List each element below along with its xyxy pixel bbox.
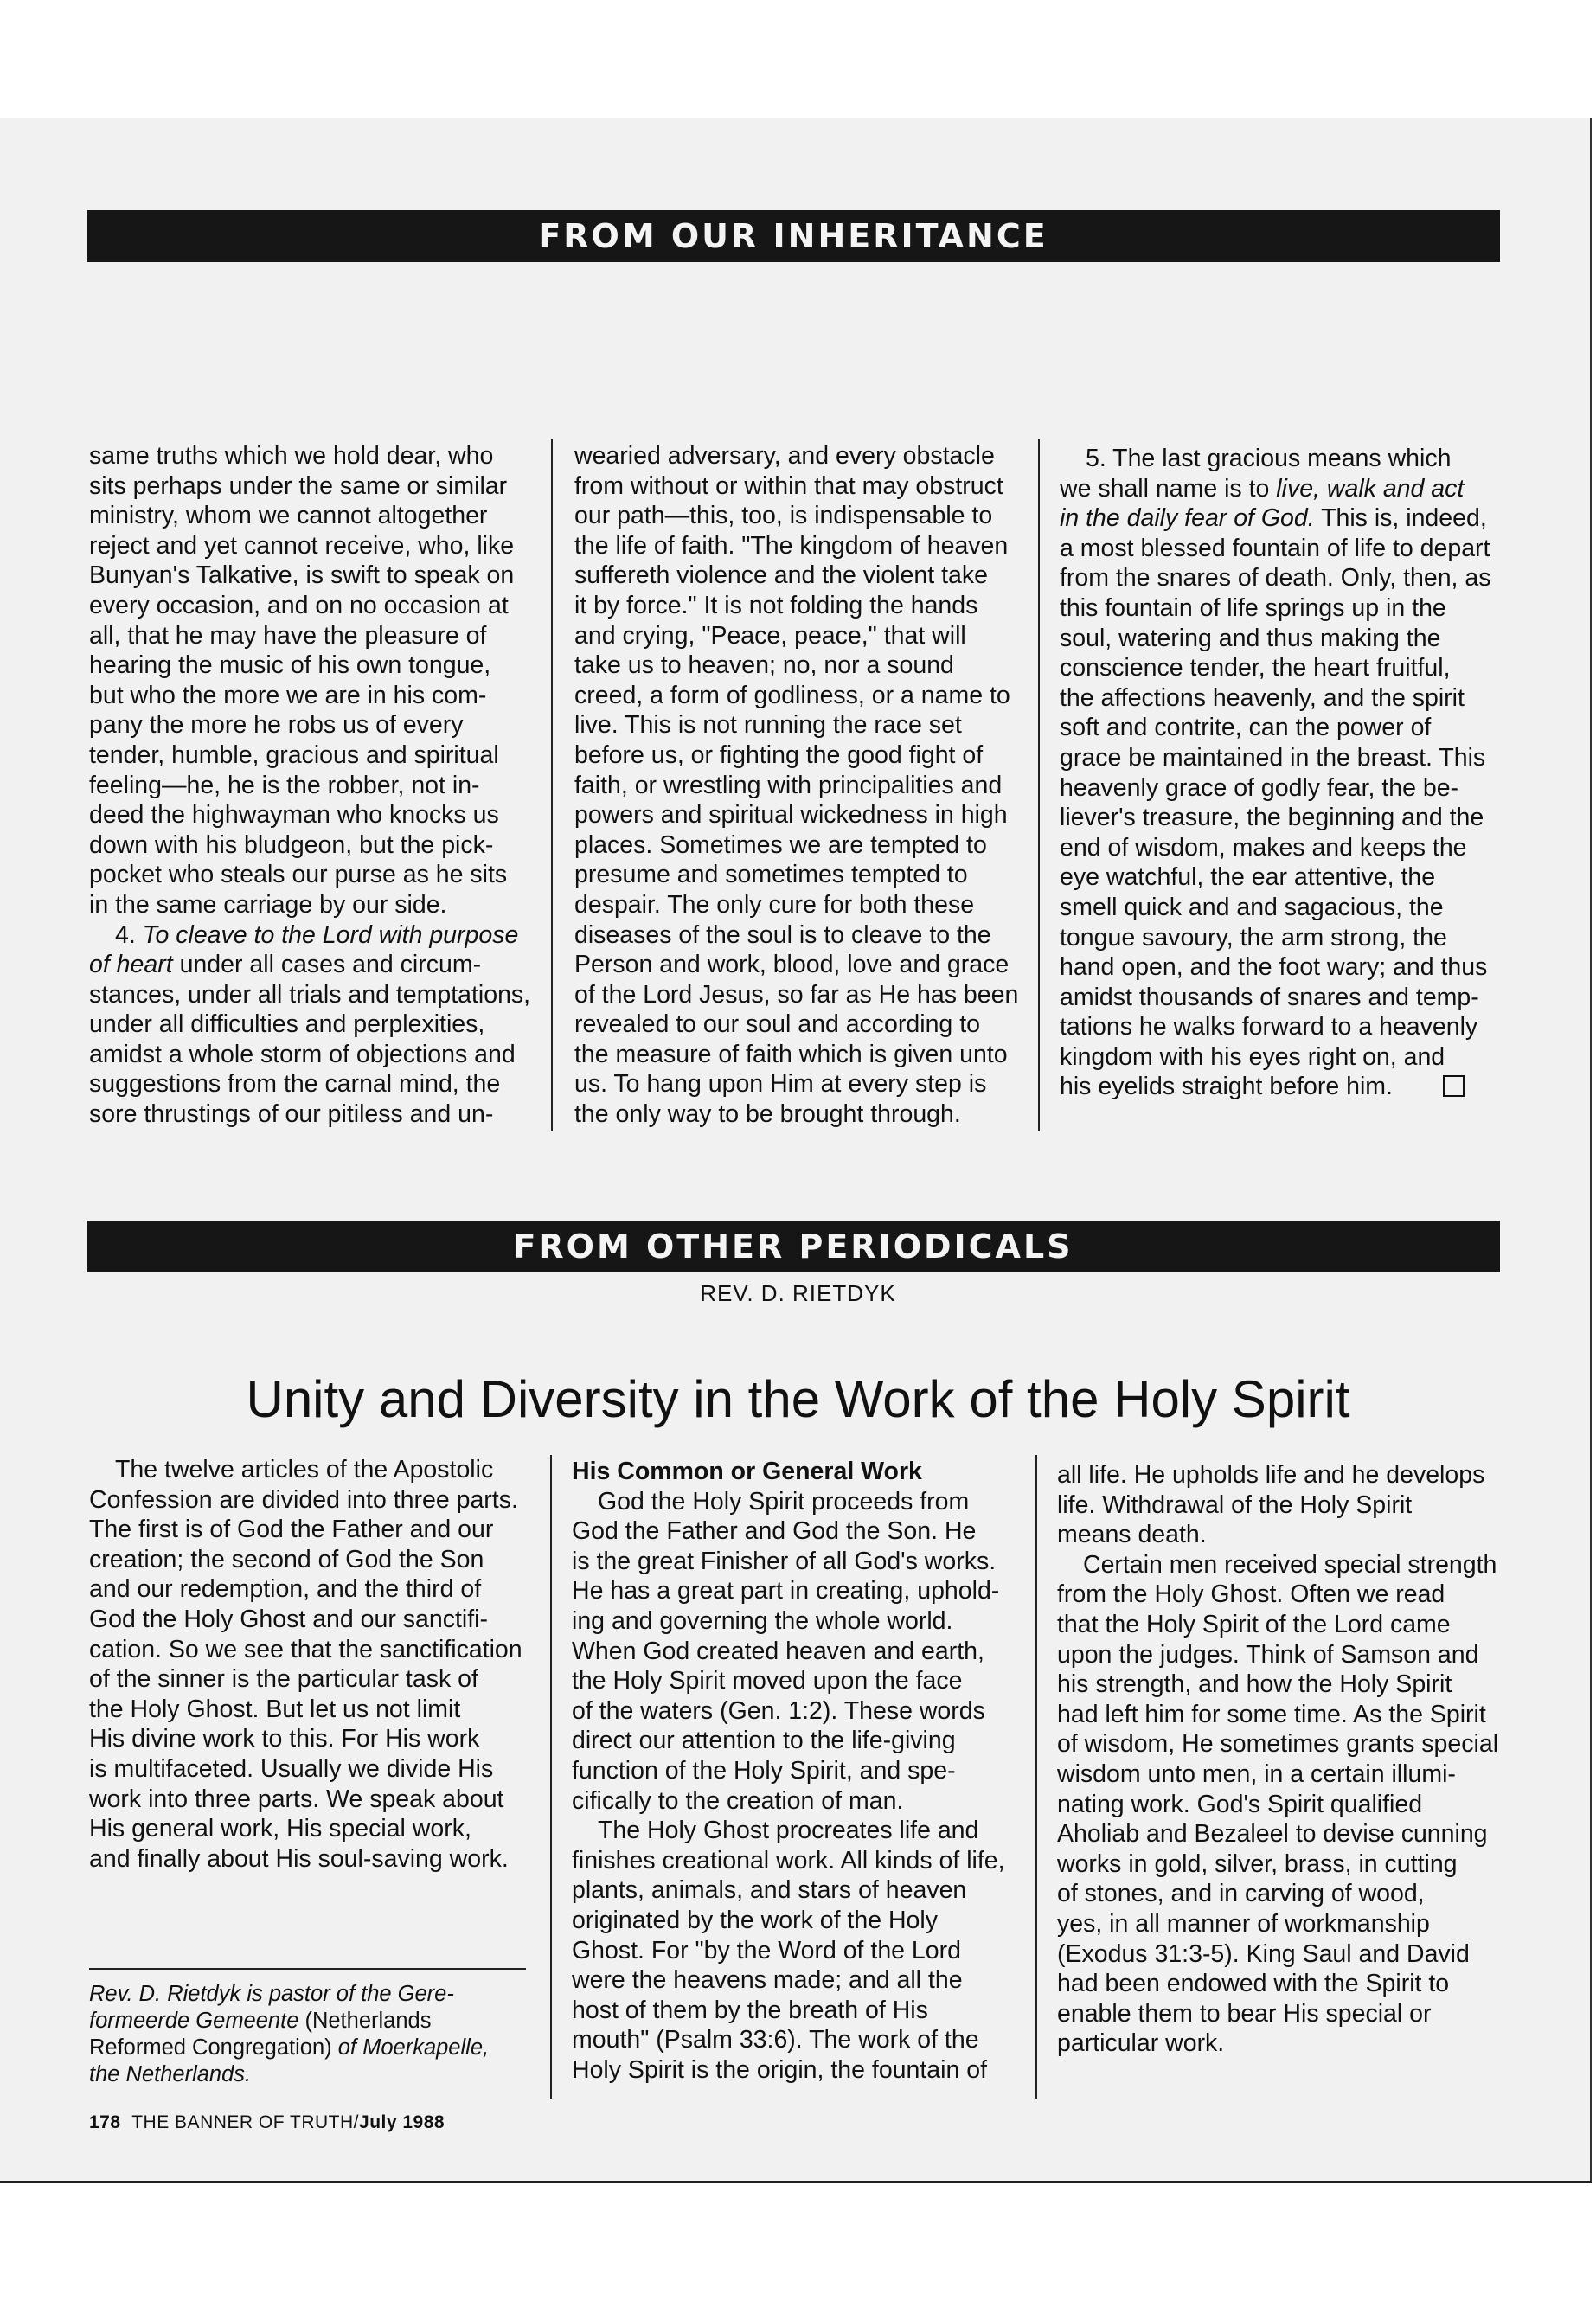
text-line: presume and sometimes tempted to <box>574 861 968 889</box>
text-line: creation; the second of God the Son <box>89 1545 484 1574</box>
text-line: of the waters (Gen. 1:2). These words <box>572 1696 985 1725</box>
text-line: from the snares of death. Only, then, as <box>1060 564 1491 593</box>
text-line: the measure of faith which is given unto <box>574 1040 1008 1068</box>
text-line: under all difficulties and perplexities, <box>89 1010 485 1039</box>
text-line: wisdom unto men, in a certain illumi- <box>1057 1759 1456 1788</box>
text-line: us. To hang upon Him at every step is <box>574 1070 987 1099</box>
text-line: pocket who steals our purse as he sits <box>89 861 508 889</box>
text-line: finishes creational work. All kinds of life, <box>572 1846 1005 1875</box>
publication-name: THE BANNER OF TRUTH/ <box>131 2112 360 2132</box>
section-title: FROM OUR INHERITANCE <box>538 217 1048 255</box>
text-line: powers and spiritual wickedness in high <box>574 801 1008 830</box>
text-line: heavenly grace of godly fear, the be- <box>1060 773 1459 802</box>
text-line: enable them to bear His special or <box>1057 1999 1432 2028</box>
text-line: host of them by the breath of His <box>572 1996 928 2024</box>
text-line: in the same carriage by our side. <box>89 890 447 919</box>
text-line: grace be maintained in the breast. This <box>1060 743 1486 772</box>
author-note <box>89 1981 489 2088</box>
note-line: Rev. D. Rietdyk is pastor of the Gere- <box>89 1982 454 2006</box>
article-title: Unity and Diversity in the Work of the Holy Spirit <box>246 1370 1350 1428</box>
text-line: The twelve articles of the Apostolic <box>115 1456 494 1484</box>
text-line: from the Holy Ghost. Often we read <box>1057 1580 1445 1609</box>
text-line: amidst thousands of snares and temp- <box>1060 983 1479 1011</box>
text-line: amidst a whole storm of objections and <box>89 1040 516 1068</box>
note-line: Reformed Congregation) of Moerkapelle, <box>89 2035 490 2060</box>
text-line: particular work. <box>1057 2029 1225 2058</box>
text-line: plants, animals, and stars of heaven <box>572 1876 967 1905</box>
text-line: of the Lord Jesus, so far as He has been <box>574 980 1019 1009</box>
text-line: his eyelids straight before him. <box>1060 1072 1491 1102</box>
text-line: His general work, His special work, <box>89 1815 471 1843</box>
author-byline: REV. D. RIETDYK <box>700 1280 896 1306</box>
text-line: our path—this, too, is indispensable to <box>574 502 993 530</box>
text-line: suggestions from the carnal mind, the <box>89 1070 501 1099</box>
text-line: direct our attention to the life-giving <box>572 1727 956 1755</box>
text-line: Certain men received special strength <box>1083 1550 1497 1579</box>
text-line: places. Sometimes we are tempted to <box>574 830 987 859</box>
text-line: The Holy Ghost procreates life and <box>598 1817 979 1845</box>
text-line: live. This is not running the race set <box>574 711 962 740</box>
text-line: the life of faith. "The kingdom of heaven <box>574 531 1009 560</box>
text-line: revealed to our soul and according to <box>574 1010 980 1039</box>
end-mark-icon <box>1443 1075 1465 1097</box>
text-line: had been endowed with the Spirit to <box>1057 1970 1450 1998</box>
text-line: Person and work, blood, love and grace <box>574 951 1010 979</box>
text-line: from without or within that may obstruct <box>574 471 1003 500</box>
text-line: originated by the work of the Holy <box>572 1906 938 1934</box>
text-line: creed, a form of godliness, or a name to <box>574 681 1010 709</box>
text-line: in the daily fear of God. This is, indeed, <box>1060 504 1487 533</box>
text-line: The first is of God the Father and our <box>89 1516 494 1544</box>
text-line: wearied adversary, and every obstacle <box>574 442 995 470</box>
text-line: the only way to be brought through. <box>574 1100 961 1129</box>
text-line: reject and yet cannot receive, who, like <box>89 531 515 560</box>
text-line: soul, watering and thus making the <box>1060 624 1441 652</box>
text-line: God the Holy Ghost and our sanctifi- <box>89 1605 488 1633</box>
text-line: Bunyan's Talkative, is swift to speak on <box>89 561 515 590</box>
text-line: were the heavens made; and all the <box>572 1966 963 1995</box>
text-line: His divine work to this. For His work <box>89 1725 480 1753</box>
text-line: down with his bludgeon, but the pick- <box>89 830 494 859</box>
text-line: works in gold, silver, brass, in cutting <box>1057 1849 1458 1878</box>
text-line: before us, or fighting the good fight of <box>574 740 984 769</box>
section-banner-periodicals <box>87 1221 1500 1272</box>
text-line: work into three parts. We speak about <box>89 1785 504 1813</box>
text-line: 5. The last gracious means which <box>1086 445 1452 472</box>
text-line: nating work. God's Spirit qualified <box>1057 1790 1423 1818</box>
text-line: same truths which we hold dear, who <box>89 442 494 470</box>
subheading: His Common or General Work <box>572 1458 922 1485</box>
issue-date: July 1988 <box>359 2112 445 2132</box>
text-line: despair. The only cure for both these <box>574 890 975 919</box>
text-line: is the great Finisher of all God's works. <box>572 1547 997 1575</box>
note-line: the Netherlands. <box>89 2062 252 2086</box>
section-banner-inheritance <box>87 210 1500 262</box>
text-line: and finally about His soul-saving work. <box>89 1844 509 1873</box>
text-line: Confession are divided into three parts. <box>89 1485 518 1514</box>
text-line: God the Father and God the Son. He <box>572 1517 977 1546</box>
text-line: all life. He upholds life and he develops <box>1057 1461 1485 1489</box>
text-line: suffereth violence and the violent take <box>574 561 988 590</box>
text-line: tender, humble, gracious and spiritual <box>89 740 499 769</box>
text-line: the Holy Ghost. But let us not limit <box>89 1695 461 1723</box>
text-line: sits perhaps under the same or similar <box>89 471 508 500</box>
column-rule <box>1035 1455 1037 2099</box>
text-line: Ghost. For "by the Word of the Lord <box>572 1936 961 1965</box>
text-line: cation. So we see that the sanctification <box>89 1635 522 1663</box>
text-line: is multifaceted. Usually we divide His <box>89 1754 494 1783</box>
text-line: a most blessed fountain of life to depart <box>1060 534 1490 562</box>
text-line: of stones, and in carving of wood, <box>1057 1880 1425 1908</box>
text-line: the Holy Spirit moved upon the face <box>572 1667 963 1695</box>
text-line: ministry, whom we cannot altogether <box>89 502 488 530</box>
text-line: cifically to the creation of man. <box>572 1786 904 1815</box>
inheritance-column-1 <box>89 441 530 1130</box>
text-line: his strength, and how the Holy Spirit <box>1057 1670 1452 1699</box>
text-line: function of the Holy Spirit, and spe- <box>572 1756 956 1785</box>
periodicals-column-1 <box>89 1455 522 1874</box>
text-line: means death. <box>1057 1521 1207 1549</box>
text-line: deed the highwayman who knocks us <box>89 801 499 830</box>
text-line: kingdom with his eyes right on, and <box>1060 1042 1445 1071</box>
text-line: pany the more he robs us of every <box>89 711 464 740</box>
text-line: of the sinner is the particular task of <box>89 1665 478 1694</box>
text-line: soft and contrite, can the power of <box>1060 714 1432 742</box>
text-line: eye watchful, the ear attentive, the <box>1060 863 1436 892</box>
text-line: hearing the music of his own tongue, <box>89 651 491 680</box>
text-line: hand open, and the foot wary; and thus <box>1060 953 1488 982</box>
text-line: that the Holy Spirit of the Lord came <box>1057 1610 1451 1638</box>
text-line: (Exodus 31:3-5). King Saul and David <box>1057 1939 1470 1968</box>
inheritance-column-2 <box>574 441 1018 1130</box>
text-line: and our redemption, and the third of <box>89 1575 482 1604</box>
text-line: When God created heaven and earth, <box>572 1637 984 1665</box>
text-line: Holy Spirit is the origin, the fountain of <box>572 2055 988 2084</box>
text-line: take us to heaven; no, nor a sound <box>574 651 954 680</box>
text-line: Aholiab and Bezaleel to devise cunning <box>1057 1820 1488 1849</box>
text-line: every occasion, and on no occasion at <box>89 591 509 619</box>
text-line: tongue savoury, the arm strong, the <box>1060 923 1447 952</box>
page-number: 178 <box>89 2112 121 2132</box>
text-line: feeling—he, he is the robber, not in- <box>89 771 480 799</box>
text-line: stances, under all trials and temptations, <box>89 980 531 1009</box>
text-line: conscience tender, the heart fruitful, <box>1060 654 1451 683</box>
text-line: God the Holy Spirit proceeds from <box>598 1487 970 1516</box>
point-4-line: of heart under all cases and circum- <box>89 951 482 979</box>
text-line: of wisdom, He sometimes grants special <box>1057 1730 1499 1759</box>
point-4-line: 4. To cleave to the Lord with purpose <box>115 920 519 949</box>
periodicals-column-3 <box>1057 1460 1498 2059</box>
text-line: tations he walks forward to a heavenly <box>1060 1013 1478 1042</box>
text-line: life. Withdrawal of the Holy Spirit <box>1057 1490 1413 1519</box>
page-footer <box>89 2112 445 2133</box>
text-line: all, that he may have the pleasure of <box>89 621 487 650</box>
text-line: diseases of the soul is to cleave to the <box>574 920 991 949</box>
text-line: liever's treasure, the beginning and the <box>1060 804 1484 832</box>
periodicals-column-2 <box>572 1457 1005 2085</box>
text-line: ing and governing the whole world. <box>572 1606 953 1635</box>
text-line: this fountain of life springs up in the <box>1060 593 1446 622</box>
text-line: the affections heavenly, and the spirit <box>1060 683 1465 712</box>
inheritance-column-3 <box>1060 444 1491 1102</box>
column-rule <box>551 439 553 1131</box>
note-line: formeerde Gemeente (Netherlands <box>89 2009 432 2033</box>
text-line: He has a great part in creating, uphold- <box>572 1577 1000 1606</box>
text-line: it by force." It is not folding the hands <box>574 591 978 619</box>
text-line: sore thrustings of our pitiless and un- <box>89 1100 494 1129</box>
section-title: FROM OTHER PERIODICALS <box>513 1227 1074 1266</box>
text-line: end of wisdom, makes and keeps the <box>1060 833 1467 862</box>
text-line: smell quick and and sagacious, the <box>1060 893 1444 921</box>
text-line: and crying, "Peace, peace," that will <box>574 621 966 650</box>
footnote-divider <box>89 1968 526 1970</box>
text-line: mouth" (Psalm 33:6). The work of the <box>572 2026 979 2054</box>
text-line: faith, or wrestling with principalities and <box>574 771 1003 799</box>
text-line: but who the more we are in his com- <box>89 681 487 709</box>
column-rule <box>550 1455 552 2099</box>
text-line: we shall name is to live, walk and act <box>1060 474 1465 503</box>
column-rule <box>1038 439 1040 1131</box>
text-line: had left him for some time. As the Spirit <box>1057 1700 1486 1728</box>
text-line: upon the judges. Think of Samson and <box>1057 1640 1479 1669</box>
text-line: yes, in all manner of workmanship <box>1057 1909 1430 1938</box>
